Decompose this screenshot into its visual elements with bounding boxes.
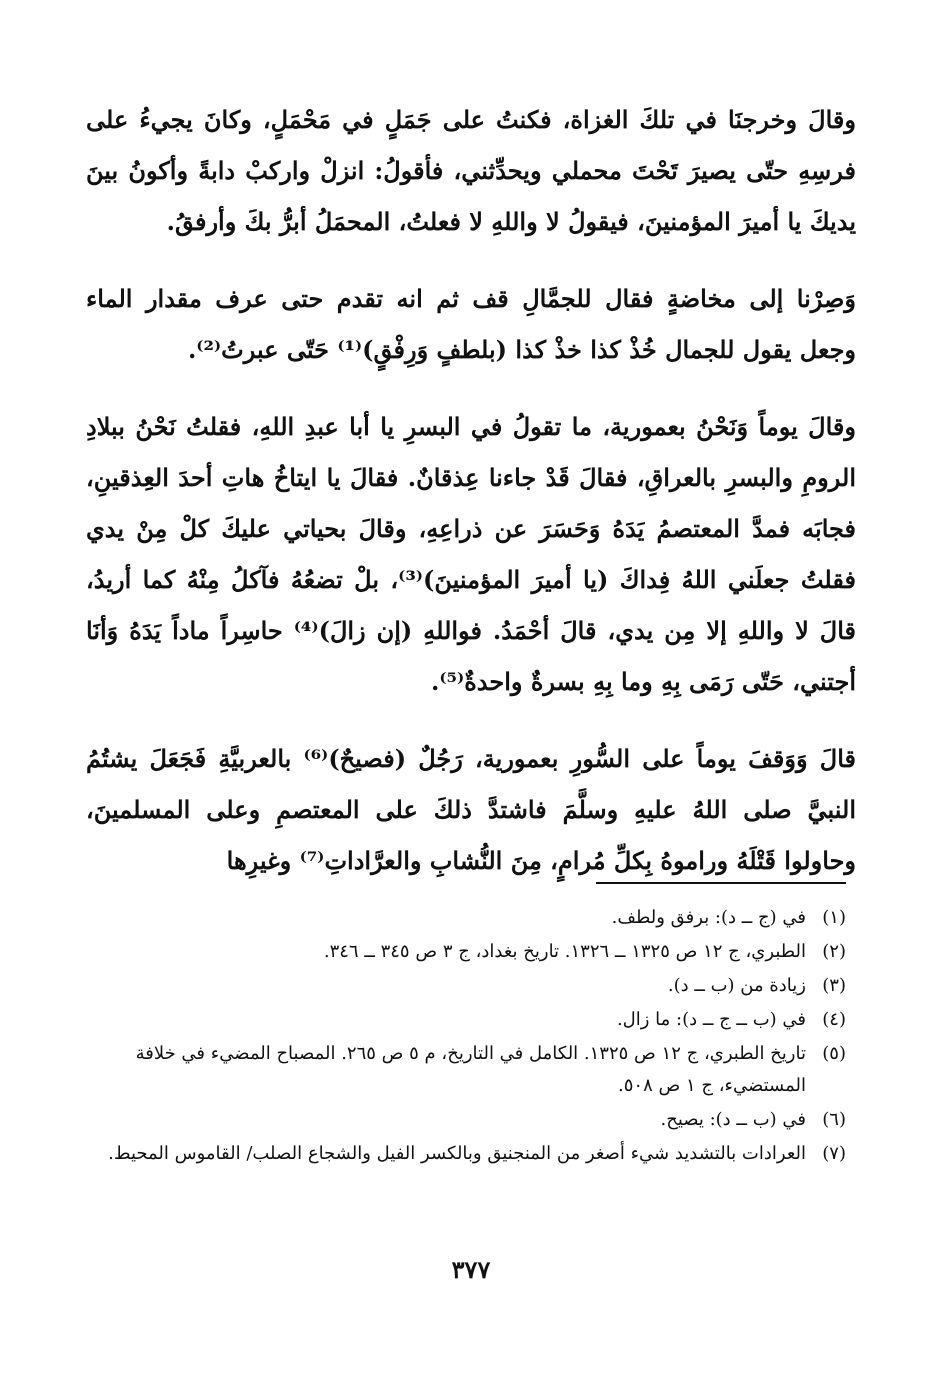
footnote-4 bbox=[86, 1004, 846, 1036]
footnote-7 bbox=[86, 1138, 846, 1170]
footnote-number: (٣) bbox=[822, 975, 846, 996]
footnote-5 bbox=[86, 1038, 846, 1102]
footnote-number: (٥) bbox=[822, 1043, 846, 1064]
page-number: ٣٧٧ bbox=[451, 1255, 491, 1284]
footnote-text: في (ج ــ د): برفق ولطف. bbox=[611, 907, 806, 928]
main-text bbox=[86, 94, 856, 912]
footnote-number: (٦) bbox=[822, 1109, 846, 1130]
paragraph-3: وقالَ يوماً وَنَحْنُ بعمورية، ما تقولُ في البسرِ يا أبا عبدِ اللهِ، فقلتُ نَحْنُ ببلادِ الرومِ والبسرِ بالعراقِ، فقالَ قَدْ جاءنا عِذقانٌ. فقالَ يا ايتاخُ هاتِ أحدَ العِذقينِ، فجابَه فمدَّ المعتصمُ يَدَهُ وَحَسَرَ عن ذراعِهِ، وقالَ بحياتي عليكَ كلْ مِنْ يدي فقلتُ جعلَني اللهُ فِداكَ (يا أميرَ المؤمنينَ)⁽³⁾، بلْ تضعُهُ فآكلُ مِنْهُ كما أريدُ، قالَ لا واللهِ إلا مِن يدي، قالَ أحْمَدُ. فواللهِ (إن زالَ)⁽⁴⁾ حاسِراً ماداً يَدَهُ وَأنَا أجتني، حَتّى رَمَى بِهِ وما بِهِ بسرةٌ واحدةٌ⁽⁵⁾. bbox=[86, 412, 857, 696]
footnote-2 bbox=[86, 936, 846, 968]
footnote-text: زيادة من (ب ــ د). bbox=[667, 975, 806, 996]
paragraph-1: وقالَ وخرجنَا في تلكَ الغزاة، فكنتُ على جَمَلٍ في مَحْمَلٍ، وكانَ يجيءُ على فرسِهِ حتّى يصيرَ تَحْتَ محملي ويحدِّثني، فأقولُ: انزلْ واركبْ دابةً وأكونُ بينَ يديكَ يا أميرَ المؤمنينَ، فيقولُ لا واللهِ لا فعلتُ، المحمَلُ أبرُّ بكَ وأرفقُ. bbox=[86, 105, 856, 236]
footnote-1 bbox=[86, 902, 846, 934]
footnote-6 bbox=[86, 1104, 846, 1136]
paragraph-2: وَصِرْنا إلى مخاضةٍ فقال للجمَّالِ قف ثم انه تقدم حتى عرف مقدار الماء وجعل يقول للجمال خُذْ كذا خذْ كذا (بلطفٍ وَرِفْقٍ)⁽¹⁾ حَتّى عبرتُ⁽²⁾. bbox=[86, 284, 856, 364]
footnote-text: في (ب ــ د): يصيح. bbox=[660, 1109, 806, 1130]
footnote-text: في (ب ــ ج ــ د): ما زال. bbox=[616, 1009, 806, 1030]
footnote-text: تاريخ الطبري، ج ١٢ ص ١٣٢٥. الكامل في التاريخ، م ٥ ص ٢٦٥. المصباح المضيء في خلافة المستضيء، ج ١ ص ٥٠٨. bbox=[135, 1043, 806, 1096]
footnote-number: (٧) bbox=[822, 1143, 846, 1164]
paragraph-4: قالَ وَوَقفَ يوماً على السُّورِ بعمورية، رَجُلٌ (فصيحٌ)⁽⁶⁾ بالعربيَّةِ فَجَعَلَ يشتُمُ النبيَّ صلى اللهُ عليهِ وسلَّمَ فاشتدَّ ذلكَ على المعتصمِ وعلى المسلمينَ، وحاولوا قَتْلَهُ وراموهُ بِكلِّ مُرامٍ، مِنَ النُّشابِ والعرَّاداتِ⁽⁷⁾ وغيرِها bbox=[86, 744, 856, 875]
footnote-separator bbox=[596, 882, 846, 884]
footnote-3 bbox=[86, 970, 846, 1002]
footnotes bbox=[86, 902, 846, 1172]
footnote-text: الطبري، ج ١٢ ص ١٣٢٥ ــ ١٣٢٦. تاريخ بغداد، ج ٣ ص ٣٤٥ ــ ٣٤٦. bbox=[323, 941, 806, 962]
footnote-text: العرادات بالتشديد شيء أصغر من المنجنيق وبالكسر الفيل والشجاع الصلب/ القاموس المحيط. bbox=[108, 1143, 806, 1164]
footnote-number: (٢) bbox=[822, 941, 846, 962]
footnote-number: (١) bbox=[822, 907, 846, 928]
footnote-number: (٤) bbox=[822, 1009, 846, 1030]
